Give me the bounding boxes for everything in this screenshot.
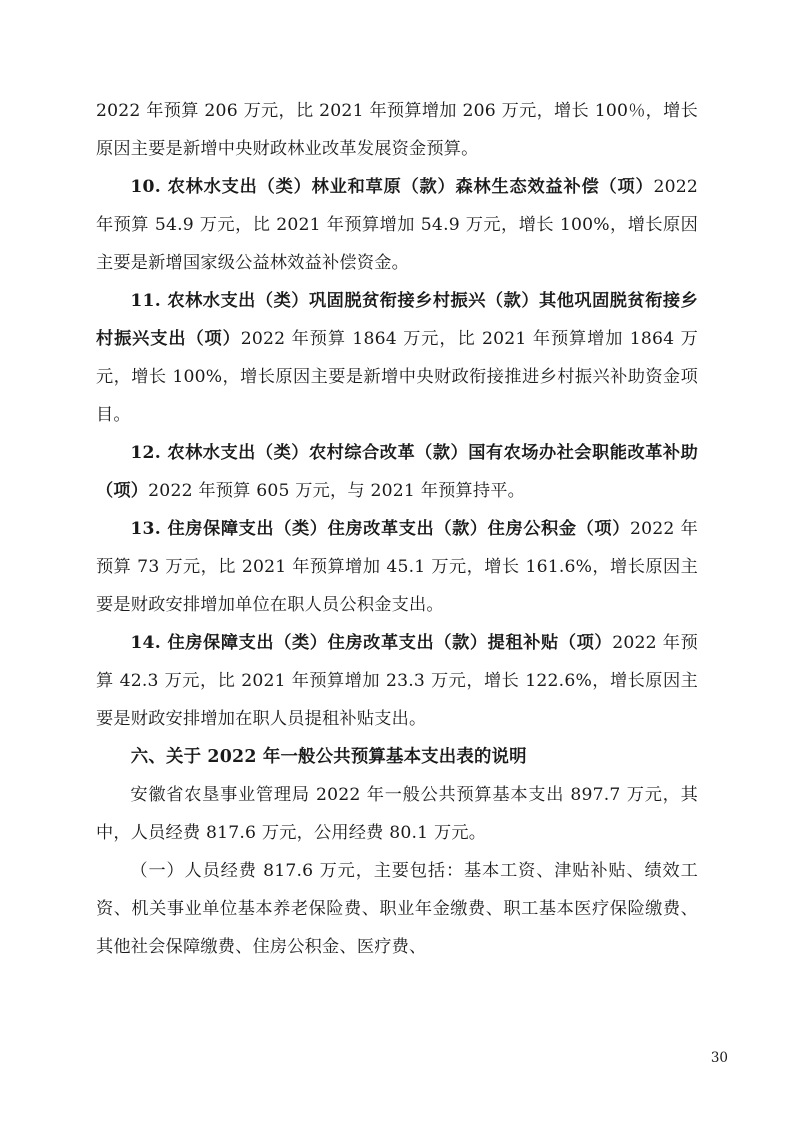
page-number: 30 [710,1050,728,1066]
paragraph-6-lead: 14. 住房保障支出（类）住房改革支出（款）提租补贴（项） [130,633,613,653]
paragraph-6-text: 2022 年预算 42.3 万元，比 2021 年预算增加 23.3 万元，增长 122.6%，增长原因主要是财政安排增加在职人员提租补贴支出。 [96,633,698,729]
paragraph-4-text: 2022 年预算 605 万元，与 2021 年预算持平。 [148,481,526,501]
paragraph-3-text: 2022 年预算 1864 万元，比 2021 年预算增加 1864 万元，增长 100%，增长原因主要是新增中央财政衔接推进乡村振兴补助资金项目。 [96,329,698,425]
paragraph-2-lead: 10. 农林水支出（类）林业和草原（款）森林生态效益补偿（项） [130,177,654,197]
paragraph-1-text: 2022 年预算 206 万元，比 2021 年预算增加 206 万元，增长 100％，增长原因主要是新增中央财政林业改革发展资金预算。 [96,101,698,159]
paragraph-4-lead: 12. 农林水支出（类）农村综合改革（款）国有农场办社会职能改革补助（项） [96,443,698,501]
paragraph-3-lead: 11. 农林水支出（类）巩固脱贫衔接乡村振兴（款）其他巩固脱贫衔接乡村振兴支出（项） [96,291,698,349]
paragraph-5-lead: 13. 住房保障支出（类）住房改革支出（款）住房公积金（项） [130,519,631,539]
paragraph-8: （一）人员经费 817.6 万元，主要包括：基本工资、津贴补贴、绩效工资、机关事业单位基本养老保险费、职业年金缴费、职工基本医疗保险缴费、其他社会保障缴费、住房公积金、医疗费、 [96,861,698,957]
paragraph-3 [96,282,698,434]
paragraph-5 [96,510,698,624]
paragraph-2-text: 2022 年预算 54.9 万元，比 2021 年预算增加 54.9 万元，增长 100%，增长原因主要是新增国家级公益林效益补偿资金。 [96,177,698,273]
paragraph-6 [96,624,698,738]
paragraph-2 [96,168,698,282]
paragraph-1 [96,92,698,168]
paragraph-4 [96,434,698,510]
section-heading: 六、关于 2022 年一般公共预算基本支出表的说明 [130,747,527,767]
paragraph-7: 安徽省农垦事业管理局 2022 年一般公共预算基本支出 897.7 万元，其中，人员经费 817.6 万元，公用经费 80.1 万元。 [96,785,698,843]
paragraph-5-text: 2022 年预算 73 万元，比 2021 年预算增加 45.1 万元，增长 161.6%，增长原因主要是财政安排增加单位在职人员公积金支出。 [96,519,699,615]
